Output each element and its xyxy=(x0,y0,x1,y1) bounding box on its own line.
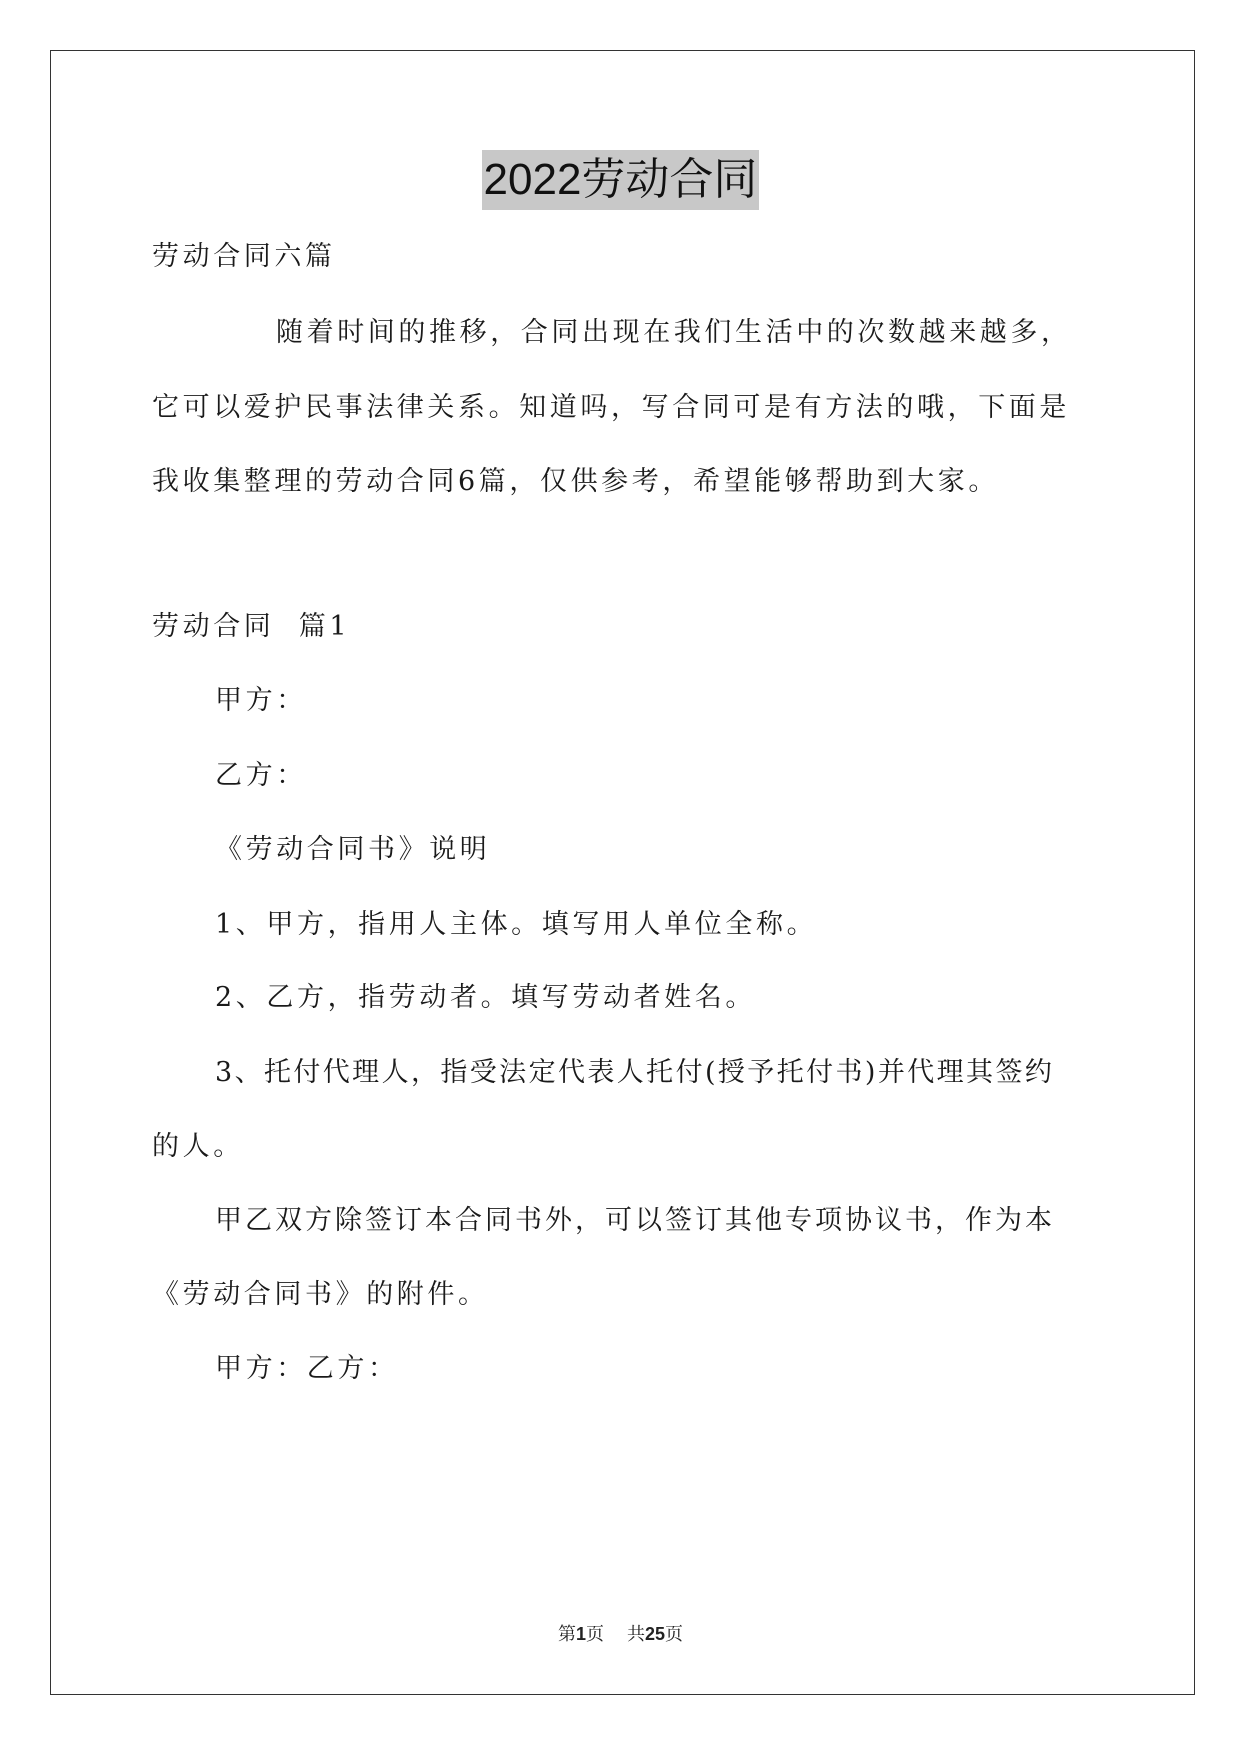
footer-prefix: 第 xyxy=(558,1624,577,1645)
document-title: 2022劳动合同 xyxy=(482,150,760,210)
footer-page-number: 1 xyxy=(576,1624,587,1644)
signature-line: 甲方：乙方： xyxy=(215,1353,399,1384)
intro-line-2: 它可以爱护民事法律关系。知道吗，写合同可是有方法的哦，下面是 xyxy=(152,392,1070,423)
explanation-heading: 《劳动合同书》说明 xyxy=(215,834,491,865)
party-a-label: 甲方： xyxy=(215,685,307,716)
section-heading: 劳动合同 篇1 xyxy=(152,611,351,642)
page-border xyxy=(50,50,1195,1695)
footer-total-suffix: 页 xyxy=(664,1624,683,1645)
note-line-2: 《劳动合同书》的附件。 xyxy=(152,1279,489,1310)
intro-line-1: 随着时间的推移，合同出现在我们生活中的次数越来越多， xyxy=(276,317,1072,348)
explanation-item-3-line-1: 3、托付代理人，指受法定代表人托付(授予托付书)并代理其签约 xyxy=(215,1057,1055,1088)
title-container xyxy=(0,150,1241,210)
note-line-1: 甲乙双方除签订本合同书外，可以签订其他专项协议书，作为本 xyxy=(215,1205,1055,1236)
explanation-item-1: 1、甲方，指用人主体。填写用人单位全称。 xyxy=(215,909,818,940)
intro-line-3: 我收集整理的劳动合同6篇，仅供参考，希望能够帮助到大家。 xyxy=(152,466,999,497)
footer-total-prefix: 共 xyxy=(626,1624,645,1645)
page-footer xyxy=(0,1622,1241,1647)
subtitle: 劳动合同六篇 xyxy=(152,241,336,272)
explanation-item-2: 2、乙方，指劳动者。填写劳动者姓名。 xyxy=(215,982,756,1013)
party-b-label: 乙方： xyxy=(215,760,307,791)
footer-page-suffix: 页 xyxy=(586,1624,605,1645)
explanation-item-3-line-2: 的人。 xyxy=(152,1131,244,1162)
footer-total-pages: 25 xyxy=(644,1624,665,1644)
